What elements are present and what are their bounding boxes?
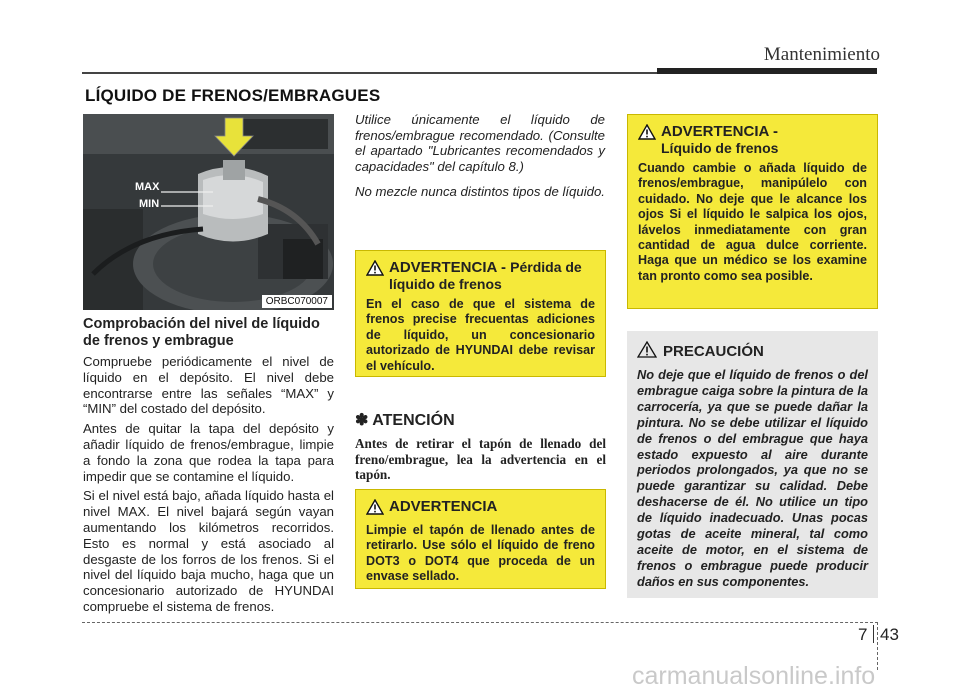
check-paragraph-3: Si el nivel está bajo, añada líquido hasta el nivel MAX. El nivel bajará según vayan aumentando los kilómetros recorridos. Esto es normal y está asociado al desgaste de los forros de los frenos. Si el nivel del líquido baja mucho, haga que un concesionario autorizado de HYUNDAI compruebe el sistema de frenos. bbox=[83, 488, 334, 614]
footer-rule-vertical bbox=[877, 622, 878, 670]
attention-note bbox=[355, 410, 606, 483]
watermark: carmanualsonline.info bbox=[632, 662, 876, 690]
max-label: MAX bbox=[135, 181, 160, 193]
attention-body: Antes de retirar el tapón de llenado del freno/embrague, lea la advertencia en el tapón. bbox=[355, 436, 606, 483]
warning-title-rest: Líquido de frenos bbox=[661, 140, 779, 156]
warning-title bbox=[366, 259, 595, 293]
check-paragraph-2: Antes de quitar la tapa del depósito y añadir líquido de frenos/embrague, limpie a fondo la zona que rodea la tapa para impedir que se contamine el líquido. bbox=[83, 421, 334, 484]
warning-title bbox=[366, 498, 595, 519]
warning-title-rest: Pérdida de líquido de frenos bbox=[389, 259, 582, 292]
attention-title: ✽ ATENCIÓN bbox=[355, 412, 455, 429]
header-section-title: Mantenimiento bbox=[763, 44, 880, 65]
caution-title bbox=[637, 341, 868, 362]
header-rule-thick bbox=[657, 68, 877, 74]
warning-title-main: ADVERTENCIA - bbox=[661, 123, 778, 140]
caution-body: No deje que el líquido de frenos o del embrague caiga sobre la pintura de la carrocería, ya que se puede dañar la pintura. No se debe utilizar el líquido de frenos o del embrague que haya estado expuesto al aire durante periodos prolongados, ya que no se puede garantizar su calidad. Debe deshacerse de él. No utilice un tipo de líquido inadecuado. Unas pocas gotas de aceite mineral, tal como aceite de motor, en el sistema de frenos o embrague puede producir daños en sus componentes. bbox=[637, 367, 868, 589]
check-paragraph-1: Compruebe periódicamente el nivel de líquido en el depósito. El nivel debe encontrarse entre las señales “MAX” y “MIN” del costado del depósito. bbox=[83, 354, 334, 417]
footer-rule bbox=[82, 622, 878, 623]
warning-title-main: ADVERTENCIA - bbox=[389, 259, 511, 276]
warning-title-text: ADVERTENCIA bbox=[389, 498, 498, 515]
figure-code: ORBC070007 bbox=[262, 295, 332, 308]
warning-body: En el caso de que el sistema de frenos precise frecuentas adiciones de líquido, un concesionario autorizado de HYUNDAI debe revisar el vehículo. bbox=[366, 297, 595, 373]
note-1: Utilice únicamente el líquido de frenos/embrague recomendado. (Consulte el apartado "Lubricantes recomendados y capacidades" del capítulo 8.) bbox=[355, 112, 605, 174]
check-section bbox=[83, 316, 334, 619]
caution-triangle-icon bbox=[637, 341, 657, 362]
warning-triangle-icon bbox=[366, 499, 384, 519]
warning-body: Cuando cambie o añada líquido de frenos/embrague, manipúlelo con cuidado. No deje que le alcance los ojos Si el líquido le salpica los ojos, lávelos inmediatamente con gran cantidad de agua dulce corriente. Haga que un médico se los examine tan pronto como sea posible. bbox=[638, 161, 867, 283]
warning-box-brake-fluid bbox=[627, 114, 878, 309]
header-rule bbox=[82, 72, 657, 74]
min-label: MIN bbox=[139, 198, 160, 210]
warning-body: Limpie el tapón de llenado antes de retirarlo. Use sólo el líquido de freno DOT3 o DOT4 que proceda de un envase sellado. bbox=[366, 523, 595, 584]
page-number: 43 bbox=[880, 625, 899, 644]
warning-box-cap bbox=[355, 489, 606, 589]
check-heading: Comprobación del nivel de líquido de frenos y embrague bbox=[83, 316, 320, 349]
warning-title bbox=[638, 123, 867, 157]
warning-box-fluid-loss bbox=[355, 250, 606, 377]
caution-title-text: PRECAUCIÓN bbox=[663, 343, 764, 360]
engine-bay-illustration bbox=[83, 114, 334, 310]
caution-box bbox=[627, 331, 878, 598]
brake-reservoir-photo bbox=[83, 114, 334, 310]
section-title: LÍQUIDO DE FRENOS/EMBRAGUES bbox=[85, 86, 381, 105]
note-2: No mezcle nunca distintos tipos de líquido. bbox=[355, 184, 605, 200]
warning-triangle-icon bbox=[366, 260, 384, 280]
notes-block bbox=[355, 112, 605, 210]
page-divider bbox=[873, 625, 874, 643]
chapter-number: 7 bbox=[858, 625, 868, 644]
warning-triangle-icon bbox=[638, 124, 656, 144]
